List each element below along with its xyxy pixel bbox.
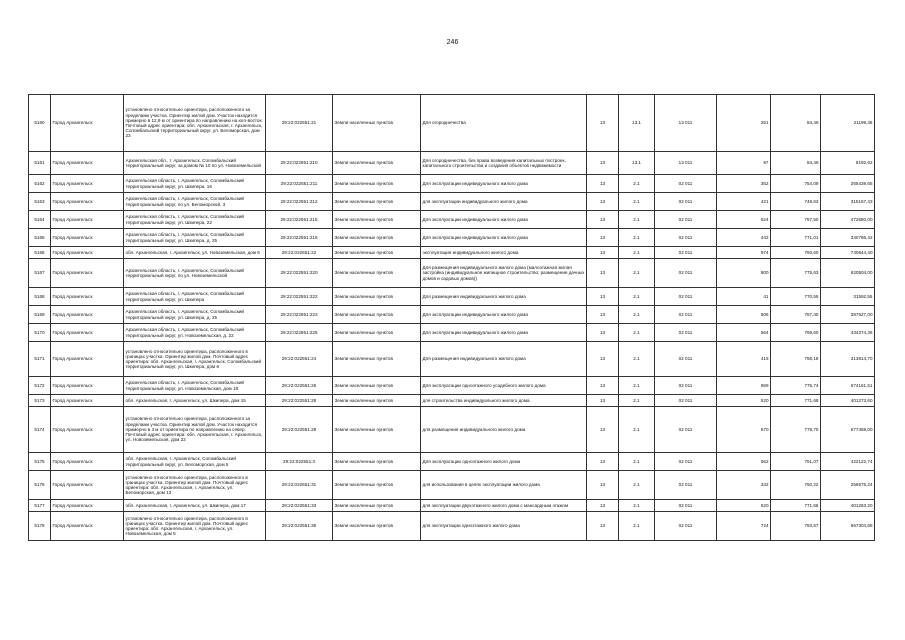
subcode-cell: 2.1 bbox=[619, 175, 655, 193]
code-cell: 13 bbox=[587, 247, 619, 259]
cadastral-value-cell: 340786,42 bbox=[821, 229, 875, 247]
address-cell: Архангельская область, г. Архангельск, Соломбальский территориальный округ, ул. Шкипера, 22 bbox=[124, 211, 266, 229]
specific-value-cell: 783,57 bbox=[771, 512, 821, 541]
subcode-cell: 2.1 bbox=[619, 211, 655, 229]
cadastral-number-cell: 29:22:022551:31 bbox=[266, 471, 333, 500]
specific-value-cell: 84,46 bbox=[771, 152, 821, 175]
area-cell: 562 bbox=[717, 453, 771, 471]
table-row bbox=[29, 471, 875, 500]
subcode-cell: 13.1 bbox=[619, 152, 655, 175]
land-category-cell: Земли населенных пунктов bbox=[333, 193, 421, 211]
locality-cell: Город Архангельск bbox=[51, 175, 124, 193]
cadastral-value-cell: 8192,62 bbox=[821, 152, 875, 175]
row-number: 5164 bbox=[29, 211, 51, 229]
cadastral-value-cell: 401263,20 bbox=[821, 500, 875, 512]
permitted-use-cell: Для эксплуатации индивидуального жилого дома bbox=[421, 175, 587, 193]
area-cell: 564 bbox=[717, 324, 771, 342]
area-cell: 442 bbox=[717, 229, 771, 247]
address-cell: Архангельская область, г. Архангельск, Соломбальский территориальный округ, ул. Шкипера, 16 bbox=[124, 175, 266, 193]
area-cell: 352 bbox=[717, 175, 771, 193]
cadastral-value-cell: 472680,00 bbox=[821, 211, 875, 229]
code-cell: 13 bbox=[587, 471, 619, 500]
group-code-cell: 02 011 bbox=[655, 395, 717, 407]
land-category-cell: Земли населенных пунктов bbox=[333, 95, 421, 152]
group-code-cell: 02 011 bbox=[655, 377, 717, 395]
land-category-cell: Земли населенных пунктов bbox=[333, 259, 421, 288]
table-row bbox=[29, 175, 875, 193]
area-cell: 251 bbox=[717, 95, 771, 152]
specific-value-cell: 750,22 bbox=[771, 471, 821, 500]
table-row bbox=[29, 247, 875, 259]
locality-cell: Город Архангельск bbox=[51, 471, 124, 500]
group-code-cell: 02 011 bbox=[655, 288, 717, 306]
row-number: 5169 bbox=[29, 306, 51, 324]
page-number: 246 bbox=[446, 39, 459, 46]
permitted-use-cell: Для эксплуатации индивидуального жилого дома bbox=[421, 229, 587, 247]
cadastral-number-cell: 29:22:022551:26 bbox=[266, 377, 333, 395]
group-code-cell: 02 011 bbox=[655, 324, 717, 342]
cadastral-number-cell: 29:22:022551:3 bbox=[266, 453, 333, 471]
row-number: 5178 bbox=[29, 512, 51, 541]
permitted-use-cell: Для эксплуатации индивидуального жилого дома bbox=[421, 324, 587, 342]
row-number: 5166 bbox=[29, 247, 51, 259]
locality-cell: Город Архангельск bbox=[51, 395, 124, 407]
cadastral-number-cell: 29:22:022551:29 bbox=[266, 407, 333, 453]
permitted-use-cell: для строительства индивидуального жилого дома bbox=[421, 395, 587, 407]
group-code-cell: 02 011 bbox=[655, 407, 717, 453]
locality-cell: Город Архангельск bbox=[51, 193, 124, 211]
specific-value-cell: 771,01 bbox=[771, 229, 821, 247]
subcode-cell: 2.1 bbox=[619, 471, 655, 500]
subcode-cell: 2.1 bbox=[619, 407, 655, 453]
locality-cell: Город Архангельск bbox=[51, 247, 124, 259]
cadastral-value-cell: 422122,74 bbox=[821, 453, 875, 471]
row-number: 5161 bbox=[29, 152, 51, 175]
group-code-cell: 02 011 bbox=[655, 175, 717, 193]
group-code-cell: 02 011 bbox=[655, 229, 717, 247]
permitted-use-cell: Для эксплуатации одноэтажного жилого дома bbox=[421, 453, 587, 471]
area-cell: 870 bbox=[717, 407, 771, 453]
group-code-cell: 02 011 bbox=[655, 211, 717, 229]
cadastral-number-cell: 29:22:022551:222 bbox=[266, 288, 333, 306]
table-body bbox=[29, 95, 875, 541]
row-number: 5167 bbox=[29, 259, 51, 288]
code-cell: 13 bbox=[587, 193, 619, 211]
row-number: 5174 bbox=[29, 407, 51, 453]
table-row bbox=[29, 500, 875, 512]
cadastral-number-cell: 29:22:022551:210 bbox=[266, 152, 333, 175]
permitted-use-cell: для эксплуатации одноэтажного жилого дома bbox=[421, 512, 587, 541]
specific-value-cell: 771,66 bbox=[771, 500, 821, 512]
specific-value-cell: 760,60 bbox=[771, 247, 821, 259]
land-category-cell: Земли населенных пунктов bbox=[333, 175, 421, 193]
locality-cell: Город Архангельск bbox=[51, 324, 124, 342]
code-cell: 13 bbox=[587, 377, 619, 395]
locality-cell: Город Архангельск bbox=[51, 453, 124, 471]
land-category-cell: Земли населенных пунктов bbox=[333, 453, 421, 471]
permitted-use-cell: для эксплуатации индивидуального жилого дома bbox=[421, 193, 587, 211]
table-row bbox=[29, 377, 875, 395]
subcode-cell: 2.1 bbox=[619, 377, 655, 395]
area-cell: 520 bbox=[717, 395, 771, 407]
table-row bbox=[29, 259, 875, 288]
locality-cell: Город Архангельск bbox=[51, 512, 124, 541]
permitted-use-cell: для эксплуатации двухэтажного жилого дома с мансардным этажом bbox=[421, 500, 587, 512]
table-row bbox=[29, 193, 875, 211]
subcode-cell: 2.1 bbox=[619, 512, 655, 541]
group-code-cell: 02 011 bbox=[655, 500, 717, 512]
land-category-cell: Земли населенных пунктов bbox=[333, 377, 421, 395]
group-code-cell: 02 011 bbox=[655, 247, 717, 259]
table-row bbox=[29, 342, 875, 377]
cadastral-number-cell: 29:22:022551:216 bbox=[266, 229, 333, 247]
code-cell: 13 bbox=[587, 342, 619, 377]
group-code-cell: 02 011 bbox=[655, 453, 717, 471]
address-cell: обл. Архангельская, г. Архангельск, Соломбальский территориальный округ, ул. Беломорская, дом 5 bbox=[124, 453, 266, 471]
land-category-cell: Земли населенных пунктов bbox=[333, 211, 421, 229]
cadastral-number-cell: 29:22:022551:21 bbox=[266, 95, 333, 152]
address-cell: установлено относительно ориентира, расположенного в границах участка. Ориентир жилой дом. Почтовый адрес ориентира: обл. Архангельская, г. Архангельск, ул. Беломорская, дом 13 bbox=[124, 471, 266, 500]
table-row bbox=[29, 229, 875, 247]
address-cell: обл. Архангельская, г. Архангельск, ул. Шкипера, дом 17 bbox=[124, 500, 266, 512]
cadastral-value-cell: 313814,70 bbox=[821, 342, 875, 377]
table-row bbox=[29, 453, 875, 471]
code-cell: 13 bbox=[587, 453, 619, 471]
cadastral-value-cell: 677469,00 bbox=[821, 407, 875, 453]
land-category-cell: Земли населенных пунктов bbox=[333, 152, 421, 175]
locality-cell: Город Архангельск bbox=[51, 500, 124, 512]
permitted-use-cell: Для размещения индивидуального жилого дома bbox=[421, 288, 587, 306]
area-cell: 800 bbox=[717, 259, 771, 288]
specific-value-cell: 767,40 bbox=[771, 306, 821, 324]
group-code-cell: 02 011 bbox=[655, 193, 717, 211]
group-code-cell: 02 011 bbox=[655, 342, 717, 377]
subcode-cell: 2.1 bbox=[619, 324, 655, 342]
locality-cell: Город Архангельск bbox=[51, 211, 124, 229]
code-cell: 13 bbox=[587, 175, 619, 193]
address-cell: Архангельская область, г. Архангельск, Соломбальский территориальный округ, ул. Шкипера bbox=[124, 288, 266, 306]
cadastral-number-cell: 29:22:022551:212 bbox=[266, 193, 333, 211]
code-cell: 13 bbox=[587, 211, 619, 229]
locality-cell: Город Архангельск bbox=[51, 152, 124, 175]
subcode-cell: 2.1 bbox=[619, 259, 655, 288]
address-cell: Архангельская обл., г. Архангельск, Соломбальский территориальный округ, за домом № 10 по ул. Новоземельской bbox=[124, 152, 266, 175]
specific-value-cell: 770,55 bbox=[771, 288, 821, 306]
land-category-cell: Земли населенных пунктов bbox=[333, 395, 421, 407]
group-code-cell: 02 011 bbox=[655, 512, 717, 541]
row-number: 5177 bbox=[29, 500, 51, 512]
locality-cell: Город Архангельск bbox=[51, 259, 124, 288]
row-number: 5165 bbox=[29, 229, 51, 247]
subcode-cell: 2.1 bbox=[619, 193, 655, 211]
cadastral-number-cell: 29:22:022551:215 bbox=[266, 211, 333, 229]
code-cell: 13 bbox=[587, 306, 619, 324]
specific-value-cell: 778,70 bbox=[771, 407, 821, 453]
code-cell: 13 bbox=[587, 395, 619, 407]
address-cell: установлено относительно ориентира, расположенного в границах участка. Ориентир жилой дом. Почтовый адрес ориентира: обл. Архангельская, г. Архангельск, ул. Новоземельская, дом 5 bbox=[124, 512, 266, 541]
permitted-use-cell: для использования в целях эксплуатации жилого дома bbox=[421, 471, 587, 500]
address-cell: установлено относительно ориентира, расположенного за пределами участка. Ориентир жилой дом. Участок находится примерно в 12,9 м от ориентира по направлению на юго-восток. Почтовый адрес ориентира: обл. Архангельская, г. Архангельск, Соломбальский территориальный округ, ул. Беломорская, дом 23 bbox=[124, 95, 266, 152]
table-row bbox=[29, 407, 875, 453]
specific-value-cell: 771,68 bbox=[771, 395, 821, 407]
cadastral-value-cell: 567304,68 bbox=[821, 512, 875, 541]
cadastral-number-cell: 29:22:022551:223 bbox=[266, 306, 333, 324]
table-row bbox=[29, 306, 875, 324]
area-cell: 421 bbox=[717, 193, 771, 211]
address-cell: установлено относительно ориентира, расположенного за пределами участка. Ориентир жилой дом. Участок находится примерно в 3 м от ориентира по направлению на север. Почтовый адрес ориентира: обл. Архангельская, г. Архангельск, ул. Новоземельская, дом 22 bbox=[124, 407, 266, 453]
subcode-cell: 2.1 bbox=[619, 342, 655, 377]
table-row bbox=[29, 288, 875, 306]
area-cell: 41 bbox=[717, 288, 771, 306]
land-category-cell: Земли населенных пунктов bbox=[333, 512, 421, 541]
group-code-cell: 02 011 bbox=[655, 259, 717, 288]
specific-value-cell: 84,46 bbox=[771, 95, 821, 152]
land-category-cell: Земли населенных пунктов bbox=[333, 247, 421, 259]
permitted-use-cell: Для эксплуатации индивидуального жилого дома bbox=[421, 211, 587, 229]
land-category-cell: Земли населенных пунктов bbox=[333, 324, 421, 342]
locality-cell: Город Архангельск bbox=[51, 288, 124, 306]
area-cell: 520 bbox=[717, 500, 771, 512]
permitted-use-cell: Для размещения индивидуального жилого дома bbox=[421, 342, 587, 377]
area-cell: 724 bbox=[717, 512, 771, 541]
address-cell: Архангельская область, г. Архангельск, Соломбальский территориальный округ, по ул. Беломорской, 3 bbox=[124, 193, 266, 211]
address-cell: Архангельская область, г. Архангельск, Соломбальский территориальный округ, ул. Новоземельская, дом 18 bbox=[124, 377, 266, 395]
locality-cell: Город Архангельск bbox=[51, 342, 124, 377]
code-cell: 13 bbox=[587, 324, 619, 342]
cadastral-number-cell: 29:22:022551:22 bbox=[266, 247, 333, 259]
locality-cell: Город Архангельск bbox=[51, 95, 124, 152]
row-number: 5171 bbox=[29, 342, 51, 377]
cadastral-table bbox=[28, 94, 875, 541]
code-cell: 13 bbox=[587, 500, 619, 512]
row-number: 5172 bbox=[29, 377, 51, 395]
code-cell: 13 bbox=[587, 259, 619, 288]
subcode-cell: 2.1 bbox=[619, 288, 655, 306]
subcode-cell: 2.1 bbox=[619, 500, 655, 512]
land-category-cell: Земли населенных пунктов bbox=[333, 500, 421, 512]
specific-value-cell: 751,07 bbox=[771, 453, 821, 471]
subcode-cell: 2.1 bbox=[619, 229, 655, 247]
cadastral-value-cell: 620504,00 bbox=[821, 259, 875, 288]
row-number: 5175 bbox=[29, 453, 51, 471]
cadastral-value-cell: 256575,24 bbox=[821, 471, 875, 500]
address-cell: обл. Архангельская, г. Архангельск, ул. Шкипера, дом 15 bbox=[124, 395, 266, 407]
permitted-use-cell: Для размещения индивидуального жилого дома (малоэтажная жилая застройка (индивидуальное жилищное строительство; размещение дачных домов и садовых домов)) bbox=[421, 259, 587, 288]
cadastral-value-cell: 21199,46 bbox=[821, 95, 875, 152]
row-number: 5163 bbox=[29, 193, 51, 211]
cadastral-number-cell: 29:22:022551:28 bbox=[266, 395, 333, 407]
address-cell: Архангельская область, г. Архангельск, Соломбальский территориальный округ, по ул. Новоземельской bbox=[124, 259, 266, 288]
table-row bbox=[29, 95, 875, 152]
specific-value-cell: 775,63 bbox=[771, 259, 821, 288]
area-cell: 342 bbox=[717, 471, 771, 500]
address-cell: Архангельская область, г. Архангельск, Соломбальский территориальный округ, ул. Шкипера, д. 25 bbox=[124, 306, 266, 324]
address-cell: обл. Архангельская, г. Архангельск, ул. Новоземельская, дом 6 bbox=[124, 247, 266, 259]
subcode-cell: 2.1 bbox=[619, 306, 655, 324]
row-number: 5168 bbox=[29, 288, 51, 306]
locality-cell: Город Архангельск bbox=[51, 377, 124, 395]
group-code-cell: 02 011 bbox=[655, 471, 717, 500]
cadastral-number-cell: 29:22:022551:220 bbox=[266, 259, 333, 288]
cadastral-value-cell: 434274,36 bbox=[821, 324, 875, 342]
area-cell: 624 bbox=[717, 211, 771, 229]
row-number: 5162 bbox=[29, 175, 51, 193]
area-cell: 506 bbox=[717, 306, 771, 324]
row-number: 5170 bbox=[29, 324, 51, 342]
permitted-use-cell: эксплуатация индивидуального жилого дома bbox=[421, 247, 587, 259]
specific-value-cell: 775,74 bbox=[771, 377, 821, 395]
land-category-cell: Земли населенных пунктов bbox=[333, 471, 421, 500]
cadastral-value-cell: 674161,51 bbox=[821, 377, 875, 395]
code-cell: 13 bbox=[587, 152, 619, 175]
code-cell: 13 bbox=[587, 229, 619, 247]
land-category-cell: Земли населенных пунктов bbox=[333, 342, 421, 377]
code-cell: 13 bbox=[587, 288, 619, 306]
land-category-cell: Земли населенных пунктов bbox=[333, 306, 421, 324]
row-number: 5173 bbox=[29, 395, 51, 407]
group-code-cell: 13 011 bbox=[655, 95, 717, 152]
area-cell: 869 bbox=[717, 377, 771, 395]
area-cell: 97 bbox=[717, 152, 771, 175]
cadastral-value-cell: 401273,60 bbox=[821, 395, 875, 407]
address-cell: Архангельская область, г. Архангельск, Соломбальский территориальный округ, ул. Новоземельская, д. 22 bbox=[124, 324, 266, 342]
address-cell: Архангельская область, г. Архангельск, Соломбальский территориальный округ, ул. Шкипера, д. 25 bbox=[124, 229, 266, 247]
permitted-use-cell: для размещения индивидуального жилого дома bbox=[421, 407, 587, 453]
permitted-use-cell: Для эксплуатации одноэтажного усадебного жилого дома bbox=[421, 377, 587, 395]
cadastral-number-cell: 29:22:022551:35 bbox=[266, 512, 333, 541]
cadastral-number-cell: 29:22:022551:33 bbox=[266, 500, 333, 512]
subcode-cell: 2.1 bbox=[619, 395, 655, 407]
permitted-use-cell: Для огородничества bbox=[421, 95, 587, 152]
cadastral-value-cell: 265439,65 bbox=[821, 175, 875, 193]
cadastral-value-cell: 315167,43 bbox=[821, 193, 875, 211]
address-cell: установлено относительно ориентира, расположенного в границах участка. Ориентир жилой дом. Почтовый адрес ориентира: обл. Архангельская, г. Архангельск, Соломбальский территориальный округ, ул. Шкипера, дом 6 bbox=[124, 342, 266, 377]
table-row bbox=[29, 512, 875, 541]
row-number: 5160 bbox=[29, 95, 51, 152]
land-category-cell: Земли населенных пунктов bbox=[333, 229, 421, 247]
table-row bbox=[29, 395, 875, 407]
area-cell: 974 bbox=[717, 247, 771, 259]
table-row bbox=[29, 152, 875, 175]
locality-cell: Город Архангельск bbox=[51, 229, 124, 247]
subcode-cell: 13.1 bbox=[619, 95, 655, 152]
land-category-cell: Земли населенных пунктов bbox=[333, 288, 421, 306]
group-code-cell: 02 011 bbox=[655, 306, 717, 324]
cadastral-number-cell: 29:22:022551:225 bbox=[266, 324, 333, 342]
row-number: 5176 bbox=[29, 471, 51, 500]
table-row bbox=[29, 211, 875, 229]
subcode-cell: 2.1 bbox=[619, 247, 655, 259]
code-cell: 13 bbox=[587, 407, 619, 453]
area-cell: 415 bbox=[717, 342, 771, 377]
specific-value-cell: 756,18 bbox=[771, 342, 821, 377]
cadastral-value-cell: 740844,40 bbox=[821, 247, 875, 259]
table-row bbox=[29, 324, 875, 342]
cadastral-value-cell: 387527,00 bbox=[821, 306, 875, 324]
specific-value-cell: 757,50 bbox=[771, 211, 821, 229]
specific-value-cell: 748,63 bbox=[771, 193, 821, 211]
code-cell: 13 bbox=[587, 95, 619, 152]
code-cell: 13 bbox=[587, 512, 619, 541]
cadastral-value-cell: 31592,55 bbox=[821, 288, 875, 306]
cadastral-number-cell: 29:22:022551:211 bbox=[266, 175, 333, 193]
specific-value-cell: 754,09 bbox=[771, 175, 821, 193]
specific-value-cell: 769,60 bbox=[771, 324, 821, 342]
locality-cell: Город Архангельск bbox=[51, 306, 124, 324]
land-category-cell: Земли населенных пунктов bbox=[333, 407, 421, 453]
cadastral-number-cell: 29:22:022551:24 bbox=[266, 342, 333, 377]
locality-cell: Город Архангельск bbox=[51, 407, 124, 453]
permitted-use-cell: Для огородничества, без права возведения капитальных построек, капитального строительства и создания объектов недвижимости bbox=[421, 152, 587, 175]
permitted-use-cell: Для эксплуатации индивидуального жилого дома bbox=[421, 306, 587, 324]
group-code-cell: 13 011 bbox=[655, 152, 717, 175]
subcode-cell: 2.1 bbox=[619, 453, 655, 471]
